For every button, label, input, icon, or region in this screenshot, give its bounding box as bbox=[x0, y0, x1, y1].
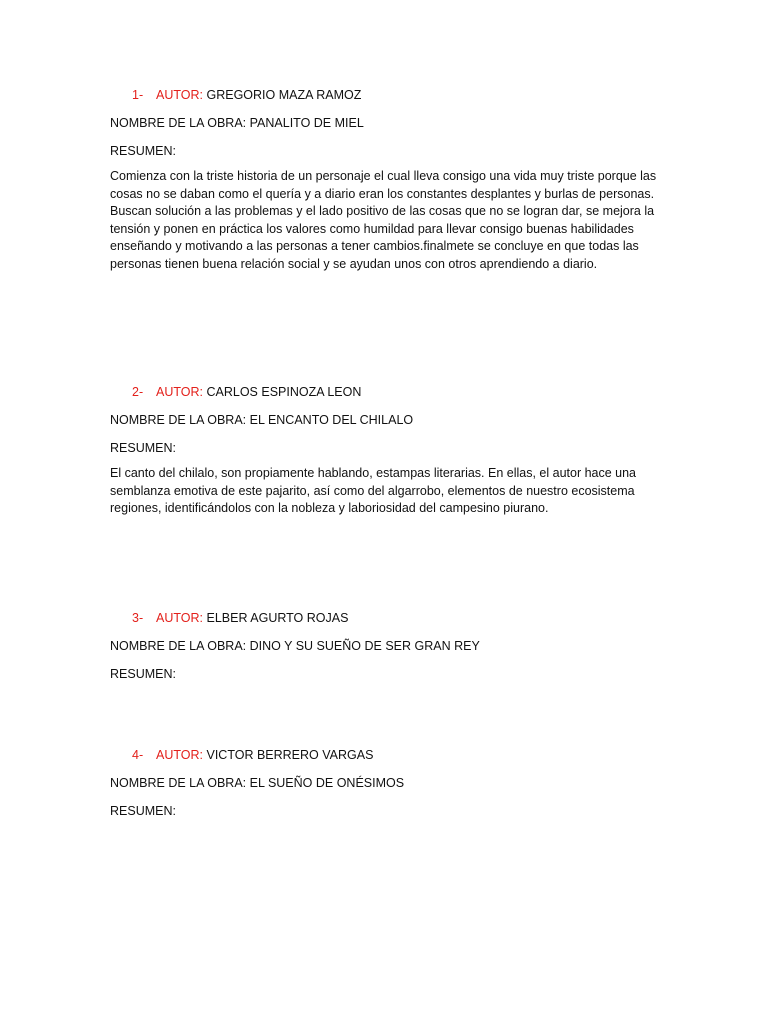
book-entry bbox=[110, 746, 660, 820]
work-title-line bbox=[110, 114, 660, 132]
author-label: AUTOR: bbox=[156, 611, 203, 625]
author-name: GREGORIO MAZA RAMOZ bbox=[206, 88, 362, 102]
summary-label: RESUMEN: bbox=[110, 144, 176, 158]
author-name: VICTOR BERRERO VARGAS bbox=[206, 748, 374, 762]
work-title-label: NOMBRE DE LA OBRA: bbox=[110, 776, 247, 790]
entry-number: 4- bbox=[132, 748, 144, 762]
author-label: AUTOR: bbox=[156, 385, 203, 399]
summary-label: RESUMEN: bbox=[110, 441, 176, 455]
author-heading bbox=[110, 746, 660, 764]
summary-label: RESUMEN: bbox=[110, 667, 176, 681]
book-entry bbox=[110, 383, 660, 518]
entry-number: 2- bbox=[132, 385, 144, 399]
author-heading bbox=[110, 383, 660, 401]
entry-number: 3- bbox=[132, 611, 144, 625]
author-heading bbox=[110, 609, 660, 627]
work-title-line bbox=[110, 774, 660, 792]
work-title-label: NOMBRE DE LA OBRA: bbox=[110, 413, 247, 427]
work-title-label: NOMBRE DE LA OBRA: bbox=[110, 116, 247, 130]
entry-number: 1- bbox=[132, 88, 144, 102]
work-title: EL SUEÑO DE ONÉSIMOS bbox=[249, 776, 405, 790]
author-label: AUTOR: bbox=[156, 748, 203, 762]
book-entry bbox=[110, 86, 660, 274]
author-label: AUTOR: bbox=[156, 88, 203, 102]
book-entry bbox=[110, 609, 660, 683]
author-name: ELBER AGURTO ROJAS bbox=[206, 611, 349, 625]
work-title-line bbox=[110, 411, 660, 429]
summary-label: RESUMEN: bbox=[110, 804, 176, 818]
work-title-line bbox=[110, 637, 660, 655]
author-heading bbox=[110, 86, 660, 104]
work-title: EL ENCANTO DEL CHILALO bbox=[249, 413, 414, 427]
author-name: CARLOS ESPINOZA LEON bbox=[206, 385, 362, 399]
work-title: DINO Y SU SUEÑO DE SER GRAN REY bbox=[249, 639, 480, 653]
work-title: PANALITO DE MIEL bbox=[249, 116, 364, 130]
summary-text: Comienza con la triste historia de un personaje el cual lleva consigo una vida muy triste porque las cosas no se daban como el quería y a diario eran los constantes desplantes y burlas de personas. Buscan solución a las problemas y el lado positivo de las cosas que no se logran dar, se mejora la tensión y ponen en práctica los valores como humildad para llevar consigo buenas habilidades enseñando y motivando a las personas a tener cambios.finalmete se concluye en que todas las personas tienen buena relación social y se ayudan unos con otros aprendiendo a diario. bbox=[110, 169, 657, 271]
work-title-label: NOMBRE DE LA OBRA: bbox=[110, 639, 247, 653]
summary-text: El canto del chilalo, son propiamente hablando, estampas literarias. En ellas, el autor hace una semblanza emotiva de este pajarito, así como del algarrobo, elementos de nuestro ecosistema regiones, identificándolos con la nobleza y laboriosidad del campesino piurano. bbox=[110, 466, 637, 516]
